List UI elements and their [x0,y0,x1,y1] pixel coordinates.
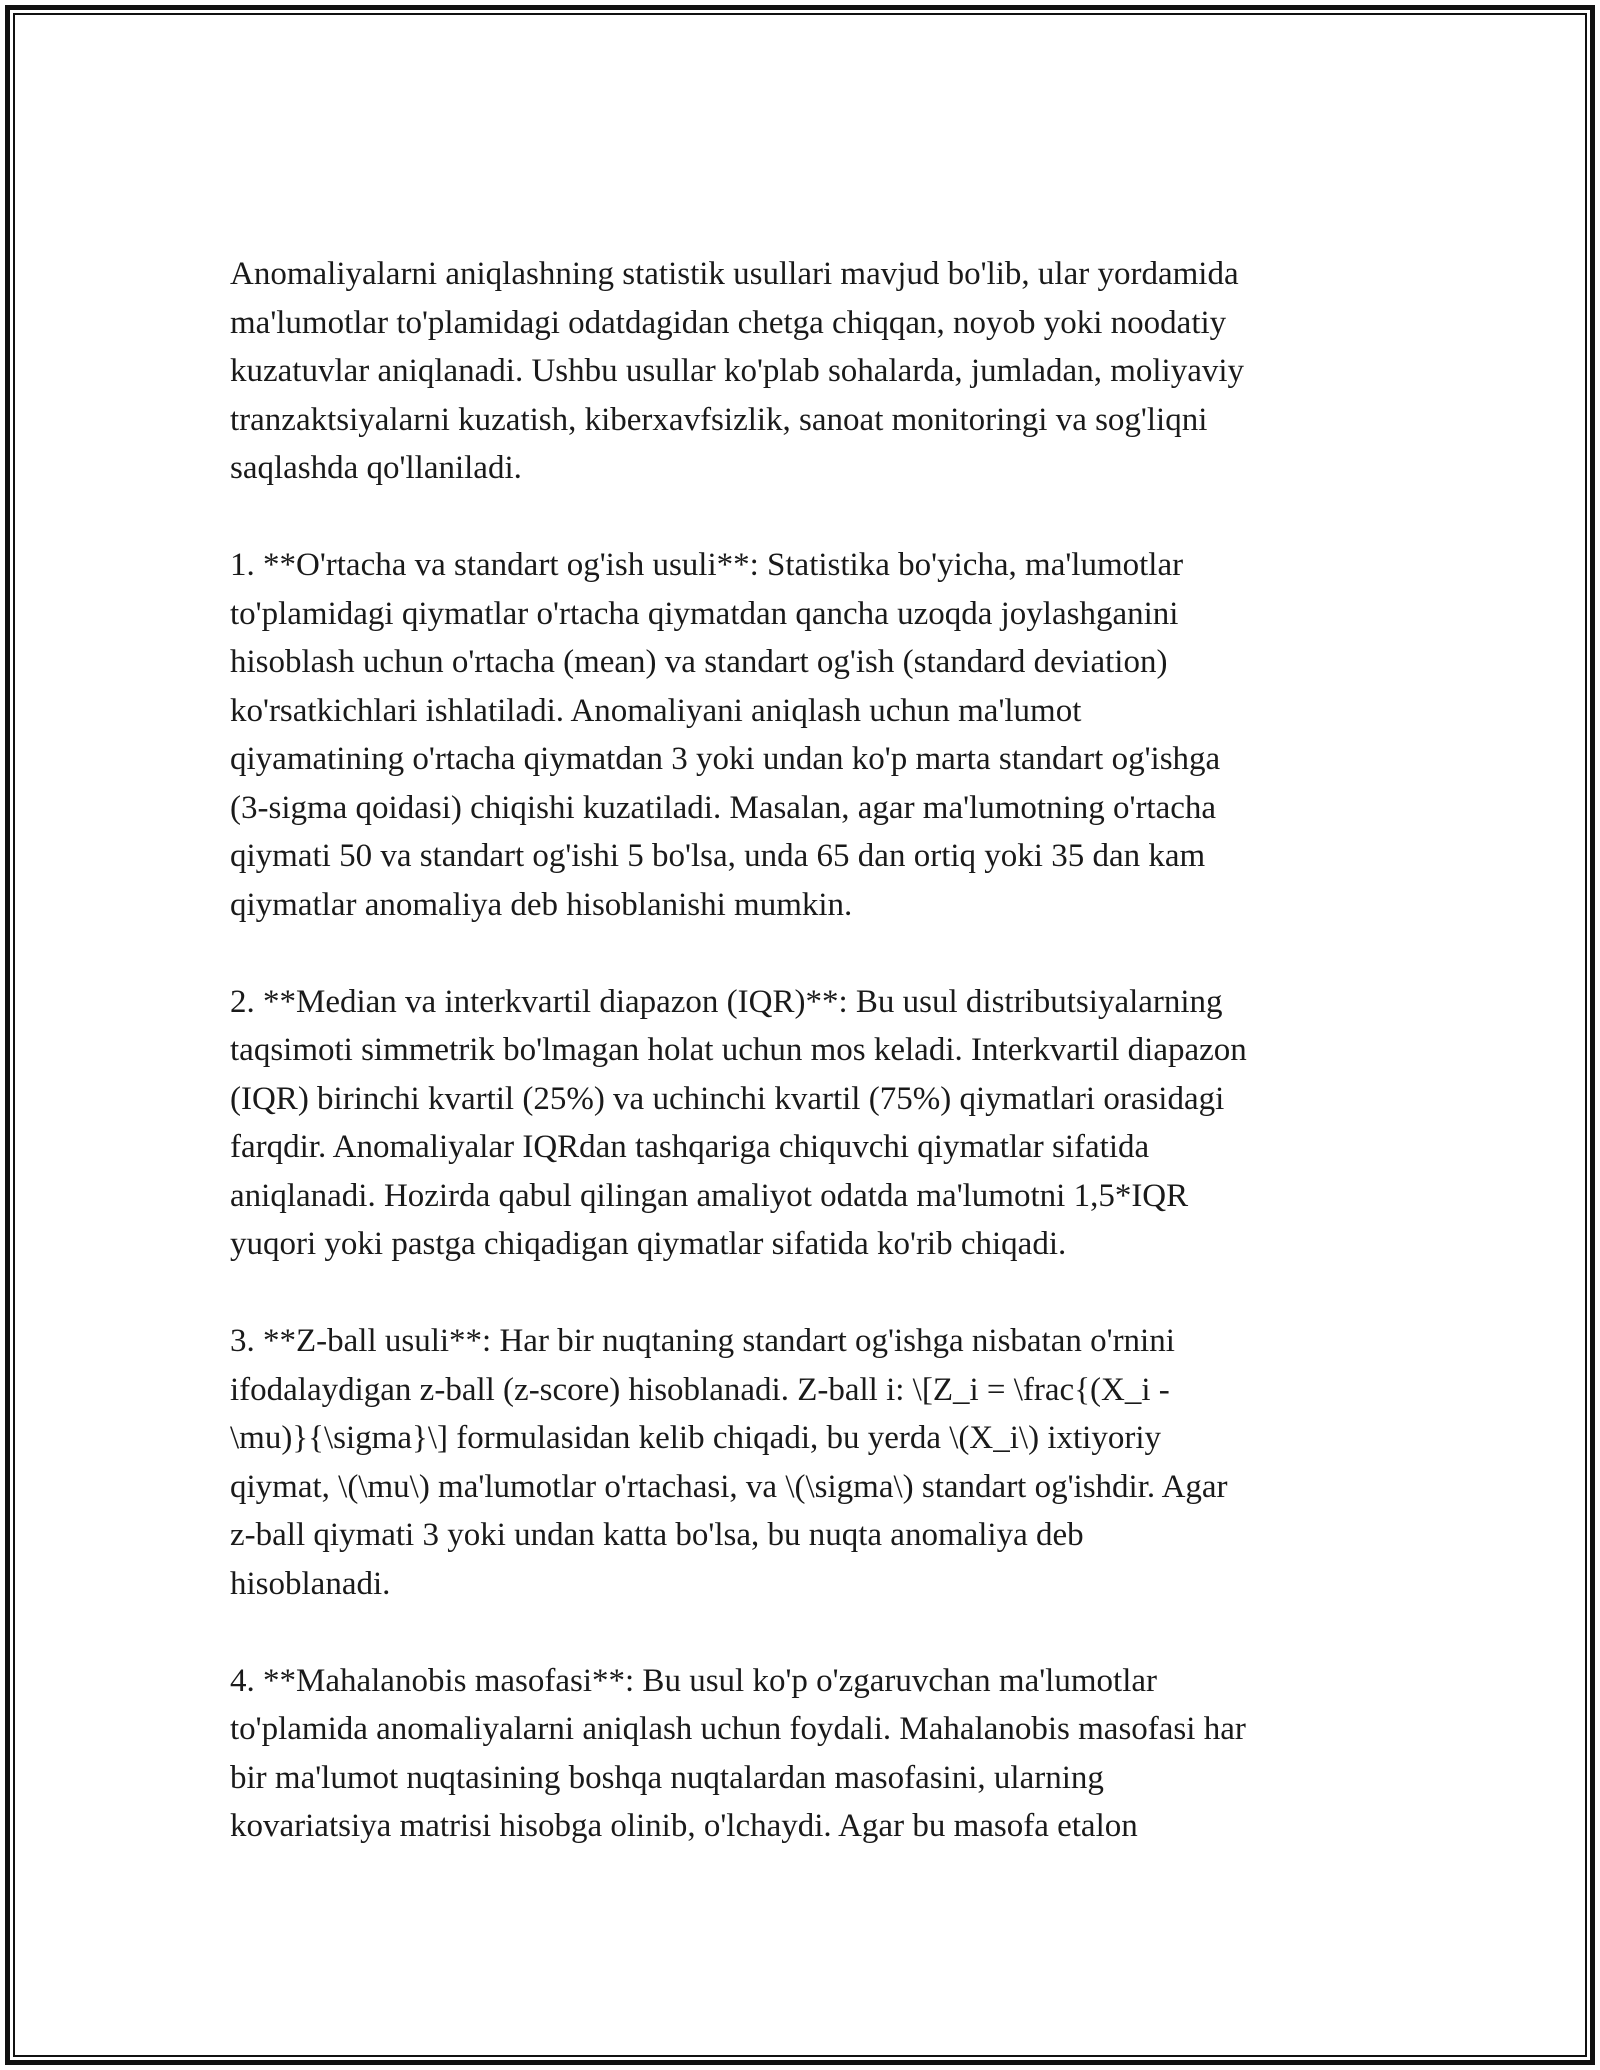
text-line: kuzatuvlar aniqlanadi. Ushbu usullar ko'plab sohalarda, jumladan, moliyaviy [230,353,1245,389]
text-line: (3-sigma qoidasi) chiqishi kuzatiladi. Masalan, agar ma'lumotning o'rtacha [230,789,1217,826]
text-line: tranzaktsiyalarni kuzatish, kiberxavfsizlik, sanoat monitoringi va sog'liqni [230,401,1208,438]
paragraph-intro [230,250,1370,493]
text-line: ma'lumotlar to'plamidagi odatdagidan chetga chiqqan, noyob yoki noodatiy [230,304,1227,341]
text-line: 3. **Z-ball usuli**: Har bir nuqtaning standart og'ishga nisbatan o'rnini [230,1323,1175,1359]
paragraph-method-2 [230,978,1370,1269]
text-line: z-ball qiymati 3 yoki undan katta bo'lsa, bu nuqta anomaliya deb [230,1517,1084,1553]
text-line: ifodalaydigan z-ball (z-score) hisoblanadi. Z-ball i: \[Z_i = \frac{(X_i - [230,1371,1170,1408]
text-line: Anomaliyalarni aniqlashning statistik usullari mavjud bo'lib, ular yordamida [230,256,1239,292]
text-line: aniqlanadi. Hozirda qabul qilingan amaliyot odatda ma'lumotni 1,5*IQR [230,1177,1189,1214]
document-body [230,250,1370,1899]
text-line: 1. **O'rtacha va standart og'ish usuli**: Statistika bo'yicha, ma'lumotlar [230,547,1184,583]
text-line: taqsimoti simmetrik bo'lmagan holat uchun mos keladi. Interkvartil diapazon [230,1032,1247,1068]
text-line: 2. **Median va interkvartil diapazon (IQR)**: Bu usul distributsiyalarning [230,983,1223,1020]
text-line: 4. **Mahalanobis masofasi**: Bu usul ko'p o'zgaruvchan ma'lumotlar [230,1662,1157,1699]
text-line: qiymati 50 va standart og'ishi 5 bo'lsa, unda 65 dan ortiq yoki 35 dan kam [230,838,1206,874]
text-line: qiyamatining o'rtacha qiymatdan 3 yoki undan ko'p marta standart og'ishga [230,741,1221,777]
paragraph-method-4 [230,1657,1370,1851]
text-line: \mu)}{\sigma}\] formulasidan kelib chiqadi, bu yerda \(X_i\) ixtiyoriy [230,1420,1161,1456]
text-line: bir ma'lumot nuqtasining boshqa nuqtalardan masofasini, ularning [230,1759,1104,1796]
text-line: to'plamida anomaliyalarni aniqlash uchun foydali. Mahalanobis masofasi har [230,1711,1246,1747]
text-line: farqdir. Anomaliyalar IQRdan tashqariga chiquvchi qiymatlar sifatida [230,1129,1150,1165]
paragraph-method-3 [230,1317,1370,1608]
text-line: hisoblash uchun o'rtacha (mean) va standart og'ish (standard deviation) [230,644,1168,680]
text-line: saqlashda qo'llaniladi. [230,450,522,486]
paragraph-method-1 [230,541,1370,929]
text-line: (IQR) birinchi kvartil (25%) va uchinchi kvartil (75%) qiymatlari orasidagi [230,1080,1225,1117]
text-line: qiymat, \(\mu\) ma'lumotlar o'rtachasi, va \(\sigma\) standart og'ishdir. Agar [230,1468,1228,1505]
text-line: ko'rsatkichlari ishlatiladi. Anomaliyani aniqlash uchun ma'lumot [230,692,1082,729]
text-line: qiymatlar anomaliya deb hisoblanishi mumkin. [230,886,853,923]
text-line: kovariatsiya matrisi hisobga olinib, o'lchaydi. Agar bu masofa etalon [230,1808,1138,1844]
text-line: yuqori yoki pastga chiqadigan qiymatlar sifatida ko'rib chiqadi. [230,1226,1067,1262]
text-line: hisoblanadi. [230,1565,391,1602]
text-line: to'plamidagi qiymatlar o'rtacha qiymatdan qancha uzoqda joylashganini [230,595,1179,632]
